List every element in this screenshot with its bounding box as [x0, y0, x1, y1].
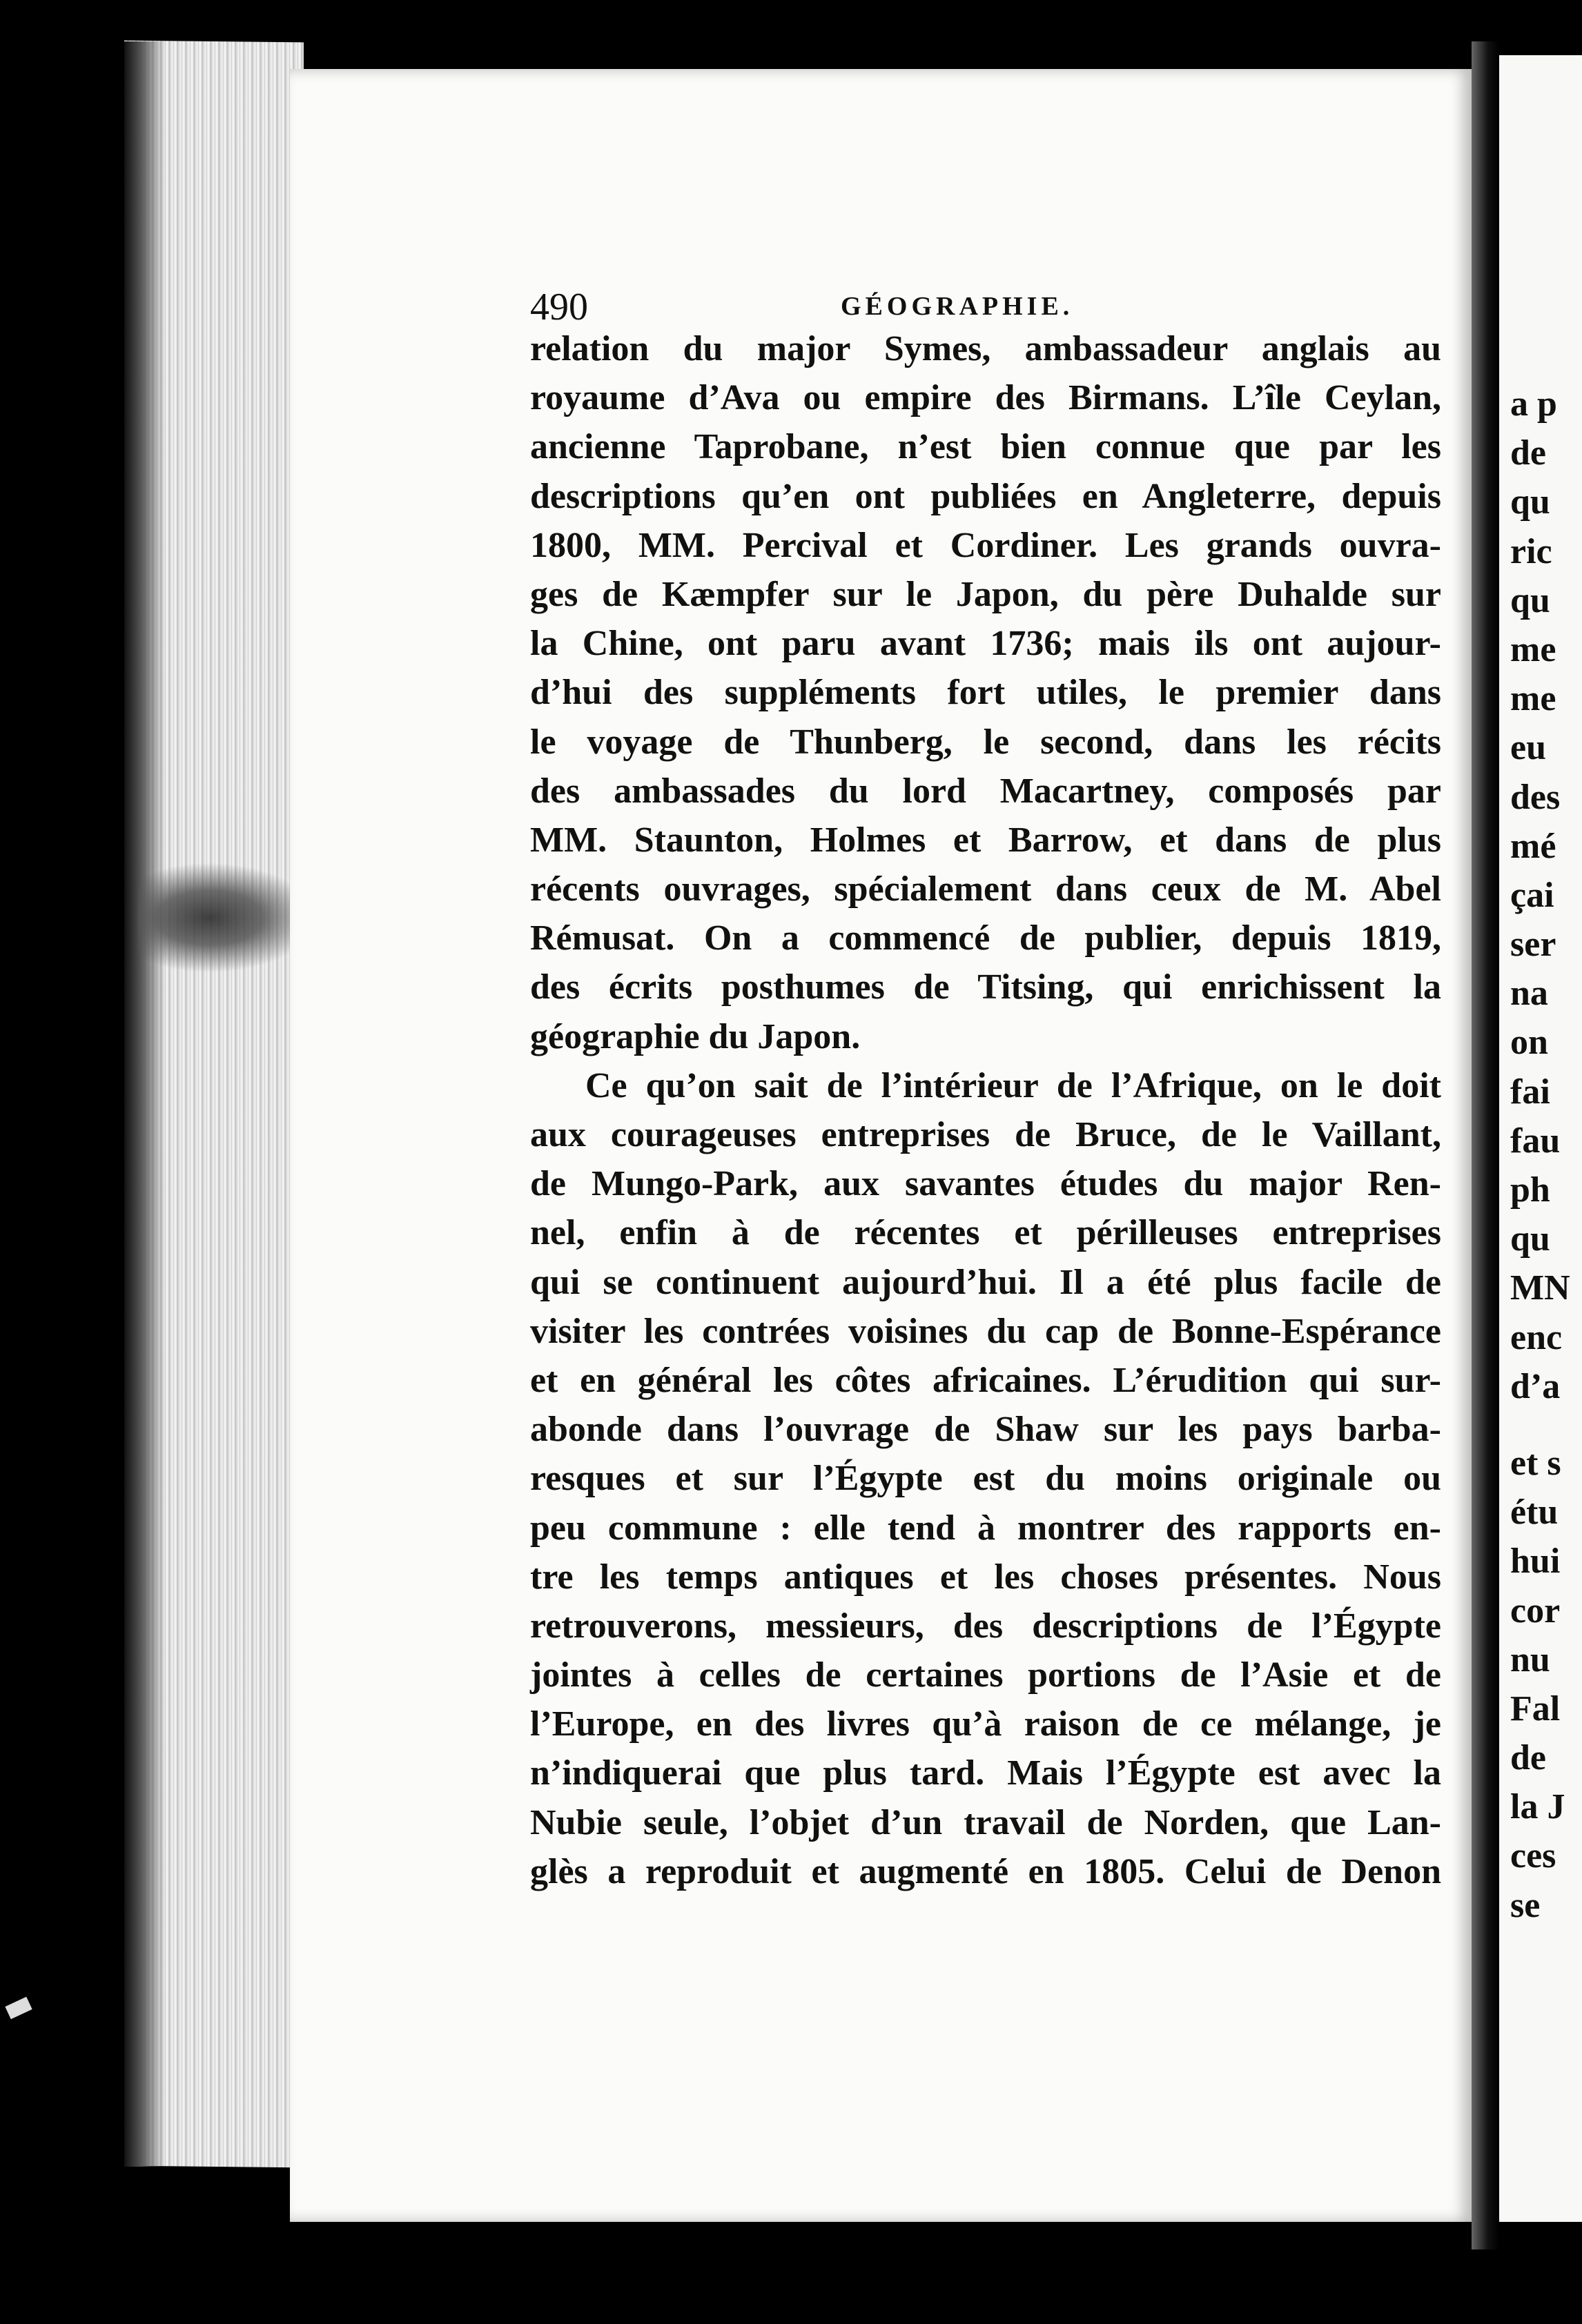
fragment-line: Fal	[1510, 1688, 1561, 1729]
fragment-line: cor	[1510, 1591, 1561, 1631]
fragment-line: nu	[1510, 1639, 1550, 1680]
text-line: nel, enfin à de récentes et périlleuses entreprises	[530, 1213, 1441, 1253]
fragment-line: me	[1510, 679, 1556, 719]
fragment-line: fau	[1510, 1121, 1561, 1161]
fragment-line: na	[1510, 974, 1548, 1014]
fragment-line: qu	[1510, 1219, 1550, 1259]
text-line: des écrits posthumes de Titsing, qui enrichissent la	[530, 967, 1441, 1007]
fragment-line: la J	[1510, 1787, 1565, 1827]
running-head: GÉOGRAPHIE.	[841, 292, 1074, 321]
text-line: la Chine, ont paru avant 1736; mais ils ont aujour-	[530, 624, 1441, 664]
text-line: et en général les côtes africaines. L’érudition qui sur-	[530, 1360, 1441, 1400]
text-line: relation du major Symes, ambassadeur anglais au	[530, 329, 1441, 368]
fragment-line: de	[1510, 433, 1546, 473]
text-line: descriptions qu’en ont publiées en Angleterre, depuis	[530, 476, 1441, 516]
page-number: 490	[530, 286, 588, 328]
right-page-text	[1510, 380, 1570, 1930]
fragment-line: ric	[1510, 531, 1552, 571]
fragment-line: de	[1510, 1738, 1546, 1778]
body-text	[530, 324, 1441, 1896]
text-line: resques et sur l’Égypte est du moins originale ou	[530, 1459, 1441, 1499]
text-line: aux courageuses entreprises de Bruce, de le Vaillant,	[530, 1115, 1441, 1154]
fragment-line: me	[1510, 629, 1556, 669]
fragment-line: des	[1510, 777, 1561, 817]
fragment-line: étu	[1510, 1493, 1559, 1533]
fragment-line: on	[1510, 1023, 1548, 1063]
text-line: des ambassades du lord Macartney, composés par	[530, 771, 1441, 811]
text-line: le voyage de Thunberg, le second, dans les récits	[530, 722, 1441, 762]
fragment-line: se	[1510, 1885, 1541, 1925]
fragment-line: enc	[1510, 1317, 1563, 1357]
text-line: visiter les contrées voisines du cap de Bonne-Espérance	[530, 1311, 1441, 1351]
fragment-line: qu	[1510, 580, 1550, 620]
fragment-line: ph	[1510, 1170, 1550, 1210]
fragment-line: d’a	[1510, 1366, 1561, 1406]
fragment-line: ser	[1510, 925, 1556, 965]
text-line: MM. Staunton, Holmes et Barrow, et dans de plus	[530, 820, 1441, 860]
fragment-line: fai	[1510, 1072, 1550, 1112]
text-line: royaume d’Ava ou empire des Birmans. L’île Ceylan,	[530, 378, 1441, 418]
text-line: peu commune : elle tend à montrer des rapports en-	[530, 1508, 1441, 1548]
fragment-line: ces	[1510, 1836, 1556, 1876]
text-line: Nubie seule, l’objet d’un travail de Norden, que Lan-	[530, 1802, 1441, 1842]
fragment-line: hui	[1510, 1542, 1561, 1582]
fragment-line: mé	[1510, 826, 1556, 866]
text-line: d’hui des suppléments fort utiles, le premier dans	[530, 673, 1441, 713]
scan-artifact	[5, 1997, 32, 2019]
text-line: récents ouvrages, spécialement dans ceux de M. Abel	[530, 869, 1441, 909]
text-line: qui se continuent aujourd’hui. Il a été plus facile de	[530, 1262, 1441, 1302]
fragment-line: et s	[1510, 1443, 1561, 1483]
text-line: ges de Kæmpfer sur le Japon, du père Duhalde sur	[530, 574, 1441, 614]
text-line: de Mungo-Park, aux savantes études du major Ren-	[530, 1164, 1441, 1204]
text-line: ancienne Taprobane, n’est bien connue que par les	[530, 427, 1441, 467]
fore-edge-shadow	[124, 41, 166, 2167]
text-line: tre les temps antiques et les choses présentes. Nous	[530, 1557, 1441, 1597]
text-line: n’indiquerai que plus tard. Mais l’Égypte est avec la	[530, 1753, 1441, 1793]
book-gutter	[1472, 41, 1499, 2249]
text-line: géographie du Japon.	[530, 1016, 861, 1056]
right-page-fragment	[1499, 55, 1582, 2222]
paragraph-start-line: Ce qu’on sait de l’intérieur de l’Afrique, on le doit	[585, 1065, 1441, 1105]
fragment-line: çai	[1510, 875, 1554, 915]
text-line: retrouverons, messieurs, des descriptions de l’Égypte	[530, 1606, 1441, 1646]
text-line: l’Europe, en des livres qu’à raison de ce mélange, je	[530, 1704, 1441, 1744]
fragment-line: MN	[1510, 1268, 1570, 1308]
text-line: abonde dans l’ouvrage de Shaw sur les pays barba-	[530, 1410, 1441, 1450]
fragment-line: eu	[1510, 728, 1546, 768]
fragment-line: qu	[1510, 482, 1550, 522]
text-line: 1800, MM. Percival et Cordiner. Les grands ouvra-	[530, 525, 1441, 565]
text-line: jointes à celles de certaines portions de l’Asie et de	[530, 1655, 1441, 1695]
text-line: glès a reproduit et augmenté en 1805. Celui de Denon	[530, 1851, 1441, 1891]
fragment-line: a p	[1510, 384, 1557, 424]
text-line: Rémusat. On a commencé de publier, depuis 1819,	[530, 918, 1441, 958]
